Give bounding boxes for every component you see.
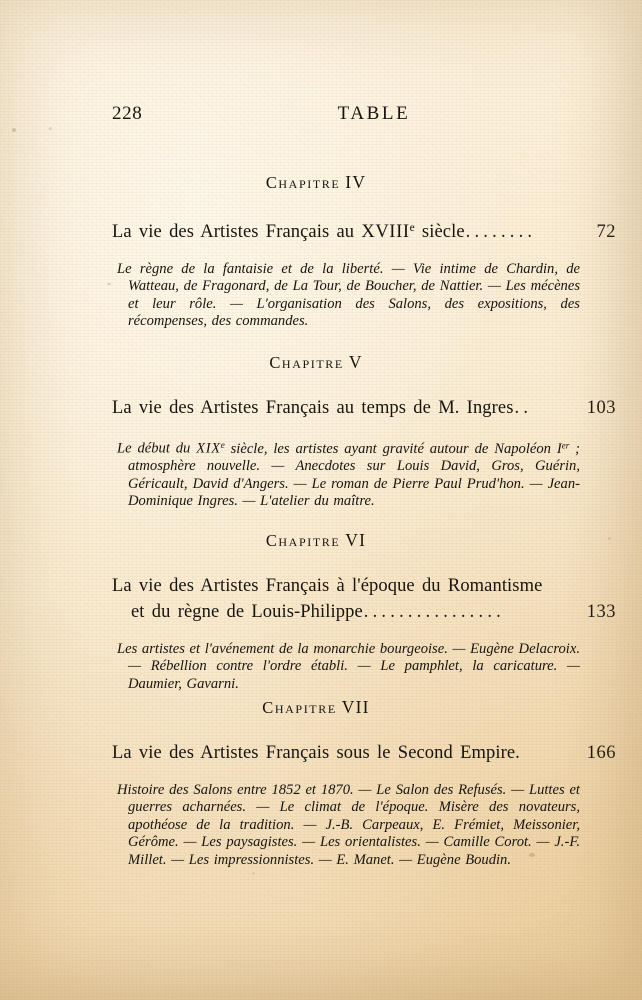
title-line	[0, 573, 642, 599]
chapter-title-text	[112, 215, 465, 245]
summary-part-pre: Le début du	[117, 440, 197, 457]
chapter-heading-v	[0, 352, 642, 373]
chapter-title-text: La vie des Artistes Français au temps de M. Ingres	[112, 398, 514, 418]
chapter-title-vii	[0, 740, 642, 766]
chapter-entry-v	[0, 352, 642, 510]
running-head	[112, 103, 622, 127]
summary-part-century: XIX	[196, 440, 221, 457]
dot-leader: ..	[514, 398, 533, 418]
chapter-entry-vii	[0, 697, 642, 869]
chapter-summary-vi: Les artistes et l'avénement de la monarchie bourgeoise. — Eugène Delacroix. — Rébellion contre l'ordre établi. — Le pamphlet, la caricature. — Daumier, Gavarni.	[117, 641, 580, 692]
chapter-title-v	[0, 395, 642, 421]
chapter-entry-vi	[0, 530, 642, 693]
summary-part-ordinal: e	[220, 440, 225, 450]
title-line	[0, 599, 642, 625]
chapter-heading-word: Chapitre	[265, 531, 341, 550]
chapter-heading-numeral: IV	[345, 172, 367, 192]
chapter-title-text: La vie des Artistes Français sous le Second Empire.	[112, 743, 520, 763]
chapter-heading-word: Chapitre	[269, 353, 344, 372]
title-line	[0, 215, 642, 245]
dot-leader: ........	[465, 221, 537, 242]
chapter-title-text: La vie des Artistes Français à l'époque du Romantisme	[112, 576, 543, 596]
title-line	[0, 740, 642, 766]
chapter-title-vi	[0, 573, 642, 625]
entry-page-number: 103	[586, 398, 616, 418]
chapter-title-text: et du règne de Louis-Philippe	[131, 602, 363, 622]
entry-page-number: 133	[586, 602, 616, 622]
folio-number: 228	[112, 103, 143, 124]
chapter-summary-iv: Le règne de la fantaisie et de la liberté. — Vie intime de Chardin, de Watteau, de Fragonard, de La Tour, de Boucher, de Nattier. — Les mécènes et leur rôle. — L'organisation des Salons, des expositions, des récompenses, des commandes.	[117, 260, 580, 330]
chapter-heading-numeral: VII	[341, 697, 370, 717]
title-part-post: siècle	[414, 221, 465, 242]
summary-part-post: siècle, les artistes ayant gravité autour de Napoléon Ier ; atmosphère nouvelle. — Anecdotes sur Louis David, Gros, Guérin, Géricault, David d'Angers. — Le roman de Pierre Paul Prud'hon. — Jean-Dominique Ingres. — L'atelier du maître.	[128, 440, 580, 509]
title-part-ordinal: e	[409, 222, 415, 234]
dot-leader: ................	[363, 602, 505, 622]
chapter-summary-v	[0, 437, 642, 510]
chapter-entry-iv	[0, 172, 642, 331]
chapter-heading-vi	[0, 530, 642, 551]
chapter-heading-word: Chapitre	[262, 698, 337, 717]
running-title: TABLE	[337, 103, 411, 124]
chapter-heading-iv	[0, 172, 642, 193]
chapter-heading-numeral: V	[348, 352, 363, 372]
chapter-heading-vii	[0, 697, 642, 718]
summary-part-ordinal-ier: er	[561, 440, 570, 450]
chapter-heading-word: Chapitre	[265, 173, 341, 192]
entry-page-number: 166	[586, 743, 616, 763]
title-line	[0, 395, 642, 421]
chapter-title-iv	[0, 215, 642, 245]
chapter-heading-numeral: VI	[345, 530, 367, 550]
title-part-pre: La vie des Artistes Français au	[112, 221, 362, 242]
title-part-century: XVIII	[361, 221, 410, 242]
entry-page-number: 72	[596, 221, 616, 242]
chapter-summary-vii: Histoire des Salons entre 1852 et 1870. — Le Salon des Refusés. — Luttes et guerres acharnées. — Le climat de l'époque. Misère des novateurs, apothéose de la tradition. — J.-B. Carpeaux, E. Frémiet, Meissonier, Gérôme. — Les paysagistes. — Les orientalistes. — Camille Corot. — J.-F. Millet. — Les impressionnistes. — E. Manet. — Eugène Boudin.	[117, 782, 580, 868]
